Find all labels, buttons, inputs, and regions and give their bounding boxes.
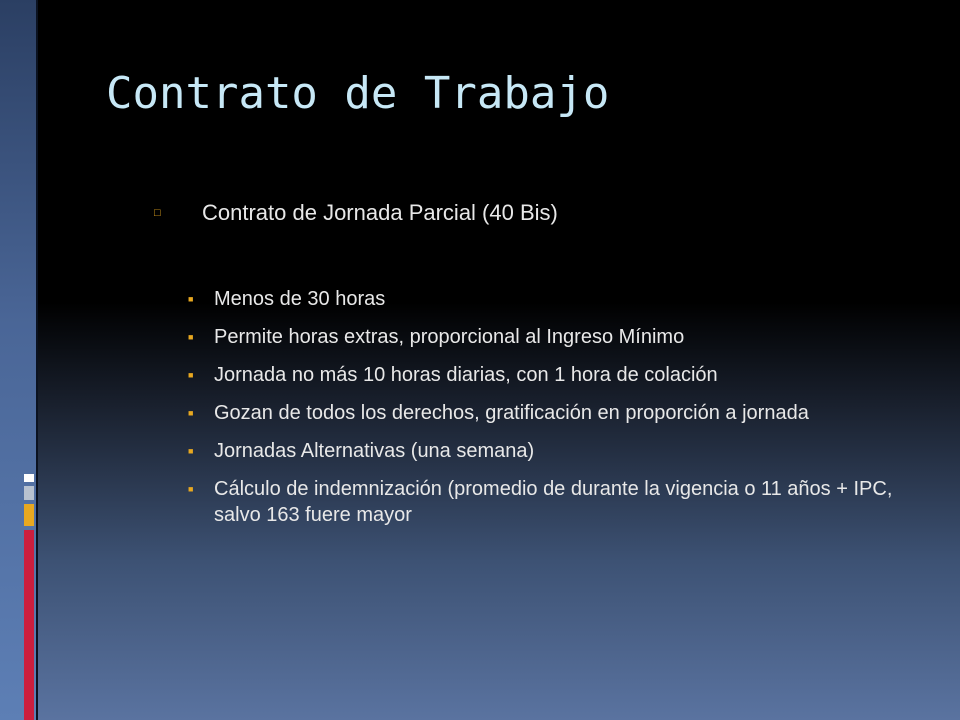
list-item-text: Permite horas extras, proporcional al Ingreso Mínimo: [214, 326, 685, 348]
accent-bar-red: [24, 530, 34, 720]
accent-bar-gray: [24, 486, 34, 500]
left-decorative-band: [0, 0, 38, 720]
list-item: [186, 438, 906, 464]
hollow-square-icon: □: [154, 207, 161, 219]
small-square-icon: ■: [188, 370, 194, 380]
band-edge: [36, 0, 38, 720]
list-item: [186, 286, 906, 312]
list-item-text: Jornada no más 10 horas diarias, con 1 hora de colación: [214, 364, 718, 386]
list-item-text: Cálculo de indemnización (promedio de durante la vigencia o 11 años + IPC, salvo 163 fuere mayor: [214, 478, 893, 526]
list-item-text: Menos de 30 horas: [214, 288, 386, 310]
list-item: [186, 362, 906, 388]
accent-bar-gold: [24, 504, 34, 526]
level1-text: Contrato de Jornada Parcial (40 Bis): [202, 200, 558, 225]
accent-bar-white: [24, 474, 34, 482]
list-item-text: Gozan de todos los derechos, gratificación en proporción a jornada: [214, 402, 809, 424]
small-square-icon: ■: [188, 446, 194, 456]
small-square-icon: ■: [188, 332, 194, 342]
bullet-list: [186, 286, 906, 540]
list-item: [186, 400, 906, 426]
slide-title: Contrato de Trabajo: [106, 68, 610, 119]
list-item-text: Jornadas Alternativas (una semana): [214, 440, 535, 462]
list-item: [186, 476, 906, 528]
level1-bullet: [154, 198, 914, 228]
small-square-icon: ■: [188, 294, 194, 304]
small-square-icon: ■: [188, 408, 194, 418]
list-item: [186, 324, 906, 350]
small-square-icon: ■: [188, 484, 194, 494]
